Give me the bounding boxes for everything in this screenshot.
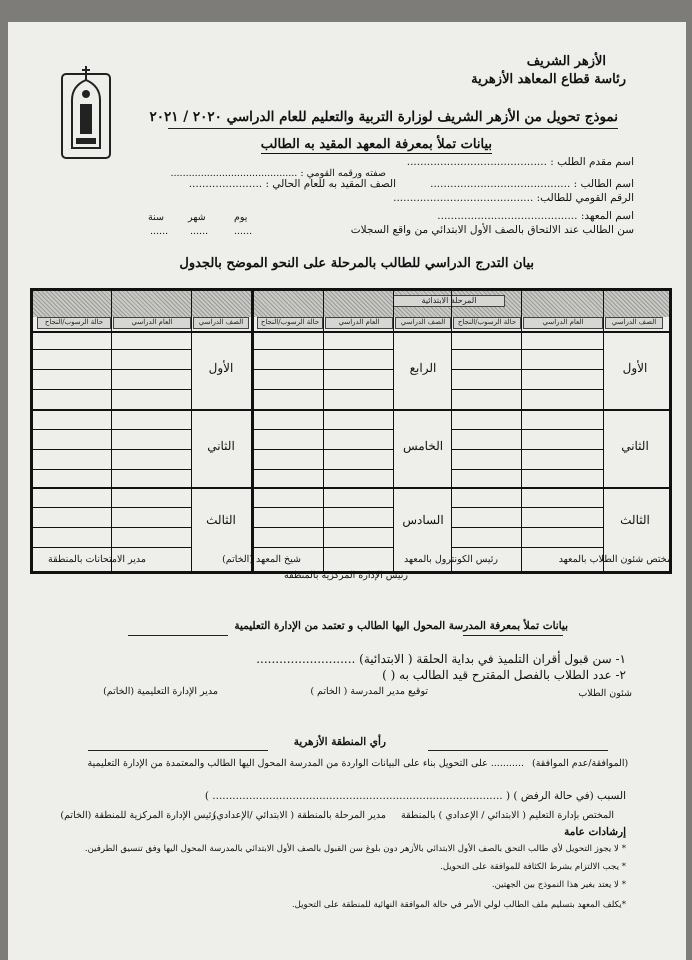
title-underline [168, 128, 618, 129]
year-label: سنة [148, 212, 164, 223]
sig-student-affairs: مختص شئون الطلاب بالمعهد [558, 554, 672, 565]
sig-exams-director: مدير الامتحانات بالمنطقة [47, 554, 146, 565]
row-label-left-3: الثالث [206, 513, 236, 527]
row-label-mid-1: الرابع [409, 361, 437, 375]
sig-control-head: رئيس الكونترول بالمعهد [403, 554, 498, 565]
year-dots: ...... [150, 226, 169, 237]
month-dots: ...... [190, 226, 209, 237]
day-label: يوم [234, 212, 248, 223]
form-sheet [8, 22, 686, 960]
azhar-logo-icon [58, 60, 114, 160]
guidance-title: إرشادات عامة [564, 826, 626, 838]
col-header-status-1: حالة الرسوب/النجاح [453, 317, 521, 329]
student-name-line: اسم الطالب : .......................................... [430, 178, 634, 190]
stage-divider [251, 291, 254, 571]
col-header-status-2: حالة الرسوب/النجاح [257, 317, 323, 329]
row-label-right-1: الأول [622, 361, 648, 375]
approval-choice: (الموافقة/عدم الموافقة) [532, 758, 629, 769]
approval-line: ........... على التحويل بناء على البيانات الواردة من المدرسة المحول اليها الطالب والمعتمدة من الإدارة التعليمية [87, 758, 524, 769]
sig-edu-admin-director: مدير الإدارة التعليمية (الخاتم) [103, 686, 218, 697]
section3-title: رأي المنطقة الأزهرية [293, 736, 386, 748]
sig-stage-specialist: المختص بإدارة التعليم ( الابتدائي / الإعدادي ) بالمنطقة [401, 810, 614, 821]
primary-stage-label: المرحلة الابتدائية [393, 295, 505, 307]
institute-line: اسم المعهد: .......................................... [437, 210, 634, 222]
sig-stage-director: مدير المرحلة بالمنطقة ( الابتدائي /الإعدادي) [212, 810, 386, 821]
row-label-right-2: الثاني [621, 439, 649, 453]
national-id-line: الرقم القومي للطالب: .......................................... [393, 192, 634, 204]
section2-item1: ١- سن قبول أقران التلميذ في بداية الحلقة ( الابتدائية) .......................... [256, 652, 626, 666]
rejection-reason-line: السبب (في حالة الرفض ) ( ....................................................................................... ) [204, 790, 626, 802]
table-title: بيان التدرج الدراسي للطالب بالمرحلة على النحو الموضح بالجدول [179, 256, 534, 271]
section2-title: بيانات تملأ بمعرفة المدرسة المحول اليها الطالب و تعتمد من الإدارة التعليمية [234, 620, 568, 632]
table-header-band [33, 291, 669, 317]
row-label-left-2: الثاني [207, 439, 235, 453]
col-header-year-2: العام الدراسي [325, 317, 393, 329]
admission-age-line: سن الطالب عند الالتحاق بالصف الأول الابتدائي من واقع السجلات [350, 224, 634, 236]
sig-school-principal: توقيع مدير المدرسة ( الخاتم ) [310, 686, 428, 697]
org-name: الأزهر الشريف [526, 54, 606, 69]
guidance-item-4: *يكلف المعهد بتسليم ملف الطالب لولي الأمر في حالة الموافقة النهائية للمنطقة على التحويل. [291, 900, 626, 910]
sig-school-affairs: شئون الطلاب [578, 688, 632, 699]
row-label-right-3: الثالث [620, 513, 650, 527]
col-header-year-3: العام الدراسي [113, 317, 191, 329]
month-label: شهر [188, 212, 206, 223]
day-dots: ...... [234, 226, 253, 237]
col-header-year-1: العام الدراسي [523, 317, 603, 329]
section1-title: بيانات تملأ بمعرفة المعهد المقيد به الطالب [260, 137, 492, 152]
current-class-line: الصف المقيد به للعام الحالي : ...................... [188, 178, 396, 190]
guidance-item-3: * لا يعتد بغير هذا النموذج بين الجهتين. [491, 880, 626, 890]
sig-central-admin-head: رئيس الإدارة المركزية للمنطقة (الخاتم) [60, 810, 216, 821]
col-header-grade-2: الصف الدراسي [395, 317, 451, 329]
applicant-line: اسم مقدم الطلب : .......................................... [406, 156, 634, 168]
guidance-item-1: * لا يجوز التحويل لأي طالب التحق بالصف الأول الابتدائي بالأزهر دون بلوغ سن القبول بالصف الأول الابتدائي بالمدرسة المحول اليها وفق تنسيق الطرفين. [84, 844, 626, 854]
row-label-left-1: الأول [208, 361, 234, 375]
section2-item2: ٢- عدد الطلاب بالفصل المقترح قيد الطالب به ( ) [382, 668, 626, 682]
form-title: نموذج تحويل من الأزهر الشريف لوزارة التربية والتعليم للعام الدراسي ٢٠٢٠ / ٢٠٢١ [149, 109, 618, 125]
row-label-mid-3: السادس [402, 513, 444, 527]
sector-name: رئاسة قطاع المعاهد الأزهرية [471, 72, 626, 87]
col-header-grade-1: الصف الدراسي [605, 317, 663, 329]
guidance-item-2: * يجب الالتزام بشرط الكثافة للموافقة على التحويل. [440, 862, 626, 872]
sig-central-admin: رئيس الإدارة المركزية بالمنطقة [283, 570, 408, 581]
col-header-grade-3: الصف الدراسي [193, 317, 249, 329]
col-header-status-3: حالة الرسوب/النجاح [37, 317, 111, 329]
progress-table [30, 288, 672, 574]
sig-institute-sheikh: شيخ المعهد (الخاتم) [222, 554, 301, 565]
row-label-mid-2: الخامس [402, 439, 444, 453]
applicant-relation-line: صفته ورقمه القومي : .......................................... [170, 168, 386, 179]
